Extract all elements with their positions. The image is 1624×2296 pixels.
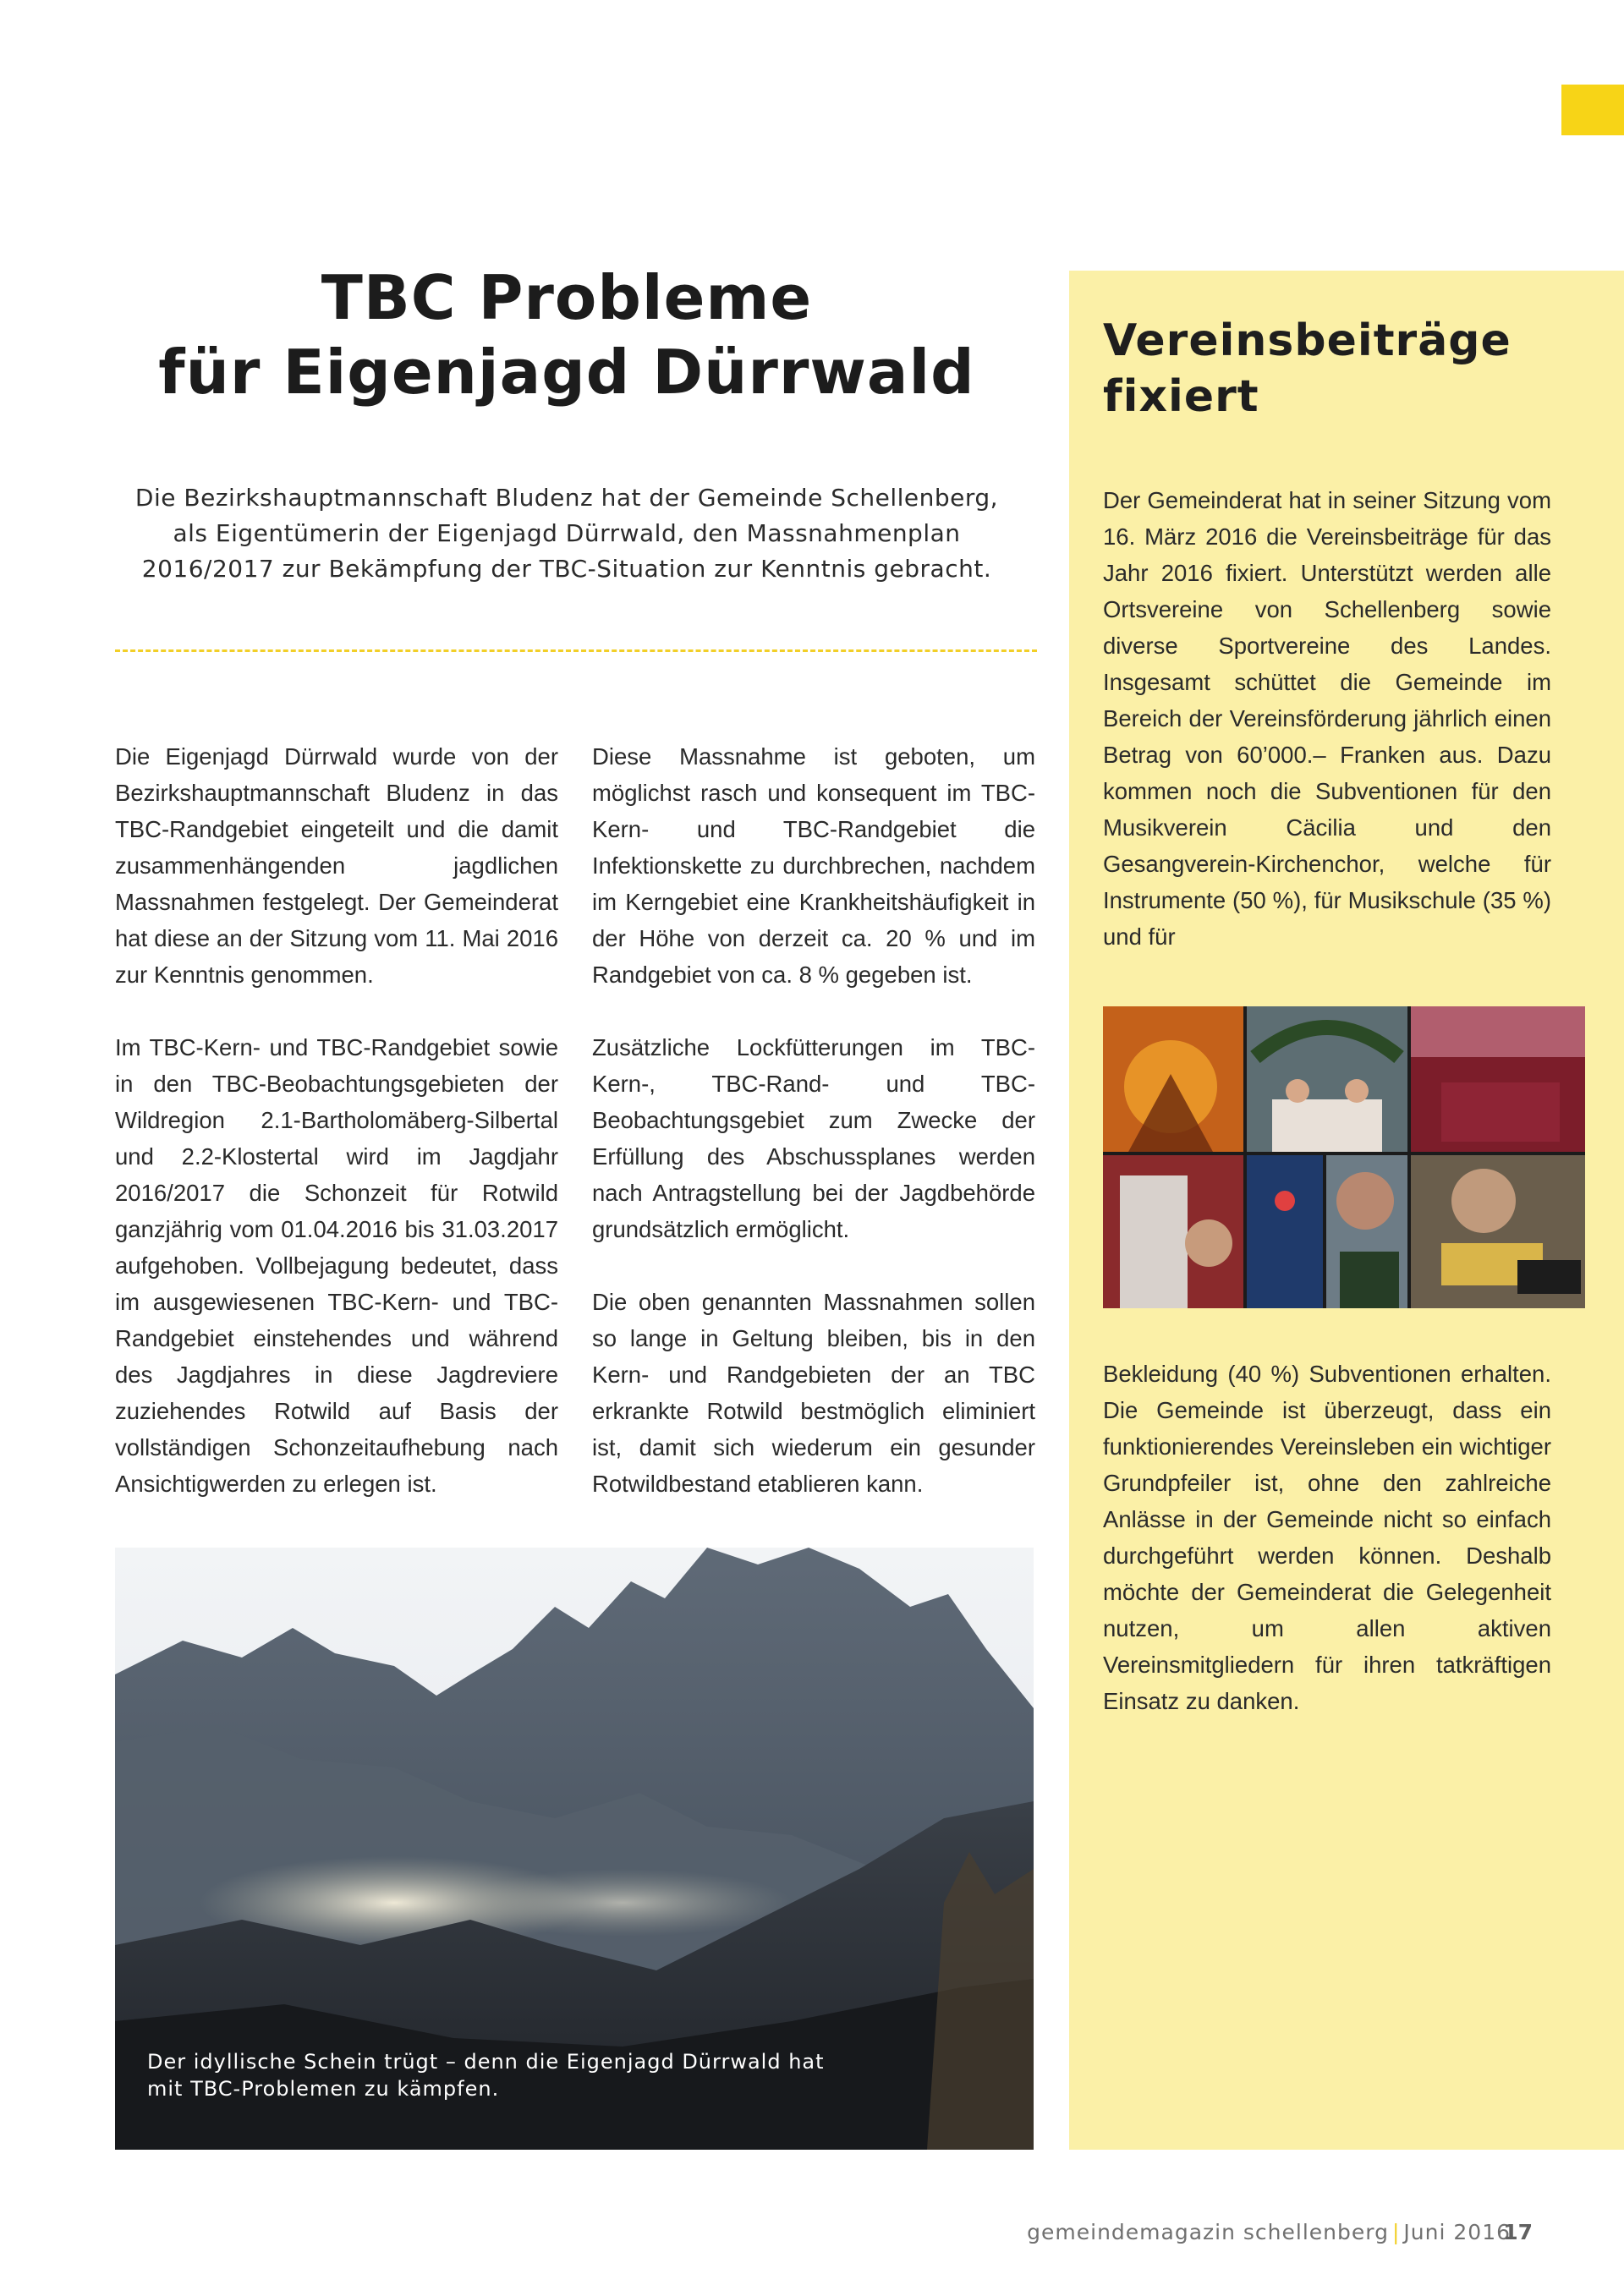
mountain-photo [115, 1548, 1034, 2150]
section-tab-marker [1561, 85, 1624, 135]
page-number: 17 [1503, 2220, 1533, 2244]
club-photo-collage [1103, 1006, 1585, 1308]
sidebar-box [1069, 271, 1624, 2150]
sidebar-paragraph-2: Bekleidung (40 %) Subventionen erhalten. Die Gemeinde ist überzeugt, dass ein funktionierendes Vereinsleben ein wichtiger Grundpfeiler ist, ohne den zahlreiche Anlässe in der Gemeinde nicht so einfach durchgeführt werden können. Deshalb möchte der Gemeinderat die Gelegenheit nutzen, um allen aktiven Vereinsmitgliedern für ihren tatkräftigen Einsatz zu danken. [1103, 1361, 1551, 1714]
article-column-left [115, 738, 558, 1502]
article-title-line2: für Eigenjagd Dürrwald [158, 337, 975, 408]
article-title-line1: TBC Probleme [321, 262, 813, 333]
sidebar-paragraph-1: Der Gemeinderat hat in seiner Sitzung vom 16. März 2016 die Vereinsbeiträge für das Jahr 2016 fixiert. Unterstützt werden alle Ortsvereine von Schellenberg sowie diverse Sportvereine des Landes. Insgesamt schüttet die Gemeinde im Bereich der Vereinsförderung jährlich einen Betrag von 60’000.– Franken aus. Dazu kommen noch die Subventionen für den Musikverein Cäcilia und den Gesangverein-Kirchenchor, welche für Instrumente (50 %), für Musikschule (35 %) und für [1103, 487, 1551, 950]
footer-separator: | [1391, 2220, 1401, 2244]
paragraph: Die Eigenjagd Dürrwald wurde von der Bezirkshauptmannschaft Bludenz in das TBC-Randgebiet eingeteilt und die damit zusammenhängenden jagdlichen Massnahmen festgelegt. Der Gemeinderat hat diese an der Sitzung vom 11. Mai 2016 zur Kenntnis genommen. [115, 743, 558, 988]
page-footer [930, 2219, 1511, 2246]
article-title [118, 260, 1015, 409]
article-lead: Die Bezirkshauptmannschaft Bludenz hat der Gemeinde Schellenberg, als Eigentümerin der Eigenjagd Dürrwald, den Massnahmenplan 2016/2017 zur Bekämpfung der TBC-Situation zur Kenntnis gebracht. [134, 484, 999, 583]
collage-image [1103, 1006, 1585, 1308]
paragraph: Die oben genannten Massnahmen sollen so lange in Geltung bleiben, bis in den Kern- und Randgebieten der an TBC erkrankte Rotwild bestmöglich eliminiert ist, damit sich wiederum ein gesunder Rotwildbestand etablieren kann. [592, 1289, 1035, 1497]
sidebar-title: Vereinsbeiträge fixiert [1103, 315, 1512, 422]
paragraph: Im TBC-Kern- und TBC-Randgebiet sowie in den TBC-Beobachtungsgebieten der Wildregion 2.1-Bartholomäberg-Silbertal und 2.2-Klostertal wird im Jagdjahr 2016/2017 die Schonzeit für Rotwild ganzjährig vom 01.04.2016 bis 31.03.2017 aufgehoben. Vollbejagung bedeutet, dass im ausgewiesenen TBC-Kern- und TBC-Randgebiet einstehendes und während des Jagdjahres in diese Jagdreviere zuziehendes Rotwild auf Basis der vollständigen Schonzeitaufhebung nach Ansichtigwerden zu erlegen ist. [115, 1034, 558, 1497]
photo-caption: Der idyllische Schein trügt – denn die Eigenjagd Dürrwald hat mit TBC-Problemen zu kämpfen. [147, 2050, 825, 2101]
footer-magazine-name: gemeindemagazin schellenberg [1027, 2220, 1389, 2244]
dashed-divider [115, 649, 1037, 652]
paragraph: Zusätzliche Lockfütterungen im TBC-Kern-, TBC-Rand- und TBC-Beobachtungsgebiet zum Zwecke der Erfüllung des Abschussplanes werden nach Antragstellung bei der Jagdbehörde grundsätzlich ermöglicht. [592, 1034, 1035, 1242]
footer-issue: Juni 2016 [1403, 2220, 1511, 2244]
paragraph: Diese Massnahme ist geboten, um möglichst rasch und konsequent im TBC-Kern- und TBC-Randgebiet die Infektionskette zu durchbrechen, nachdem im Kerngebiet eine Krankheitshäufigkeit in der Höhe von derzeit ca. 20 % und im Randgebiet von ca. 8 % gegeben ist. [592, 743, 1035, 988]
article-column-middle [592, 738, 1035, 1502]
